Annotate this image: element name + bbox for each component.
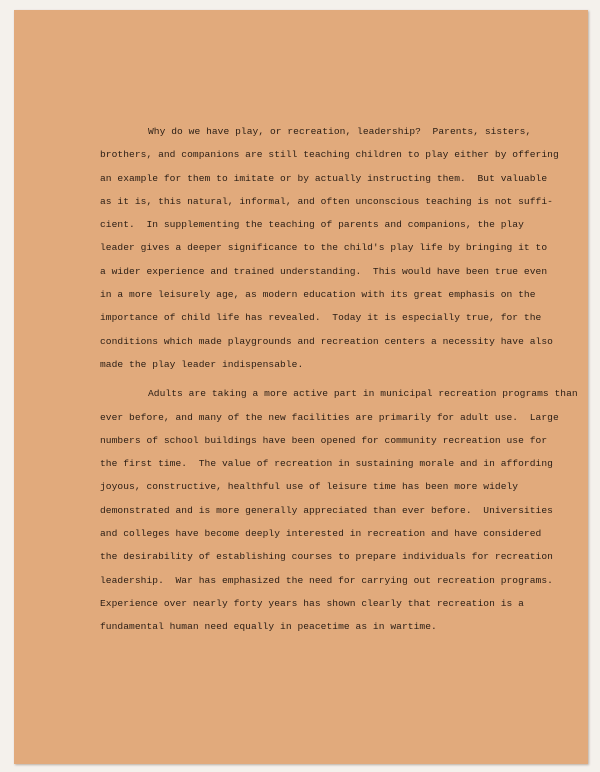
text-line: conditions which made playgrounds and recreation centers a necessity have also <box>100 335 553 347</box>
text-line: Experience over nearly forty years has shown clearly that recreation is a <box>100 597 524 609</box>
text-line: Adults are taking a more active part in municipal recreation programs than <box>148 388 578 400</box>
text-line: joyous, constructive, healthful use of leisure time has been more widely <box>100 481 519 493</box>
text-line: in a more leisurely age, as modern education with its great emphasis on the <box>100 289 536 301</box>
page-body <box>100 120 578 639</box>
text-line: cient. In supplementing the teaching of parents and companions, the play <box>100 219 524 231</box>
text-line: brothers, and companions are still teaching children to play either by offering <box>100 149 559 161</box>
text-line: numbers of school buildings have been opened for community recreation use for <box>100 434 548 446</box>
text-line: the first time. The value of recreation in sustaining morale and in affording <box>100 458 553 470</box>
text-line: as it is, this natural, informal, and often unconscious teaching is not suffi- <box>100 195 553 207</box>
text-line: and colleges have become deeply interested in recreation and have considered <box>100 528 542 540</box>
text-line: demonstrated and is more generally appreciated than ever before. Universities <box>100 504 553 516</box>
text-line: ever before, and many of the new facilities are primarily for adult use. Large <box>100 411 559 423</box>
text-line: Why do we have play, or recreation, leadership? Parents, sisters, <box>148 126 532 137</box>
text-line: made the play leader indispensable. <box>100 358 304 370</box>
paragraph-2 <box>100 382 578 638</box>
text-line: importance of child life has revealed. Today it is especially true, for the <box>100 312 542 324</box>
text-line: the desirability of establishing courses to prepare individuals for recreation <box>100 551 553 563</box>
text-line: a wider experience and trained understanding. This would have been true even <box>100 265 548 277</box>
paragraph-1 <box>100 120 570 376</box>
typewritten-page <box>14 10 588 764</box>
text-line: leadership. War has emphasized the need for carrying out recreation programs. <box>100 574 553 586</box>
text-line: leader gives a deeper significance to the child's play life by bringing it to <box>100 242 548 254</box>
text-line: fundamental human need equally in peacetime as in wartime. <box>100 621 437 633</box>
text-line: an example for them to imitate or by actually instructing them. But valuable <box>100 172 548 184</box>
